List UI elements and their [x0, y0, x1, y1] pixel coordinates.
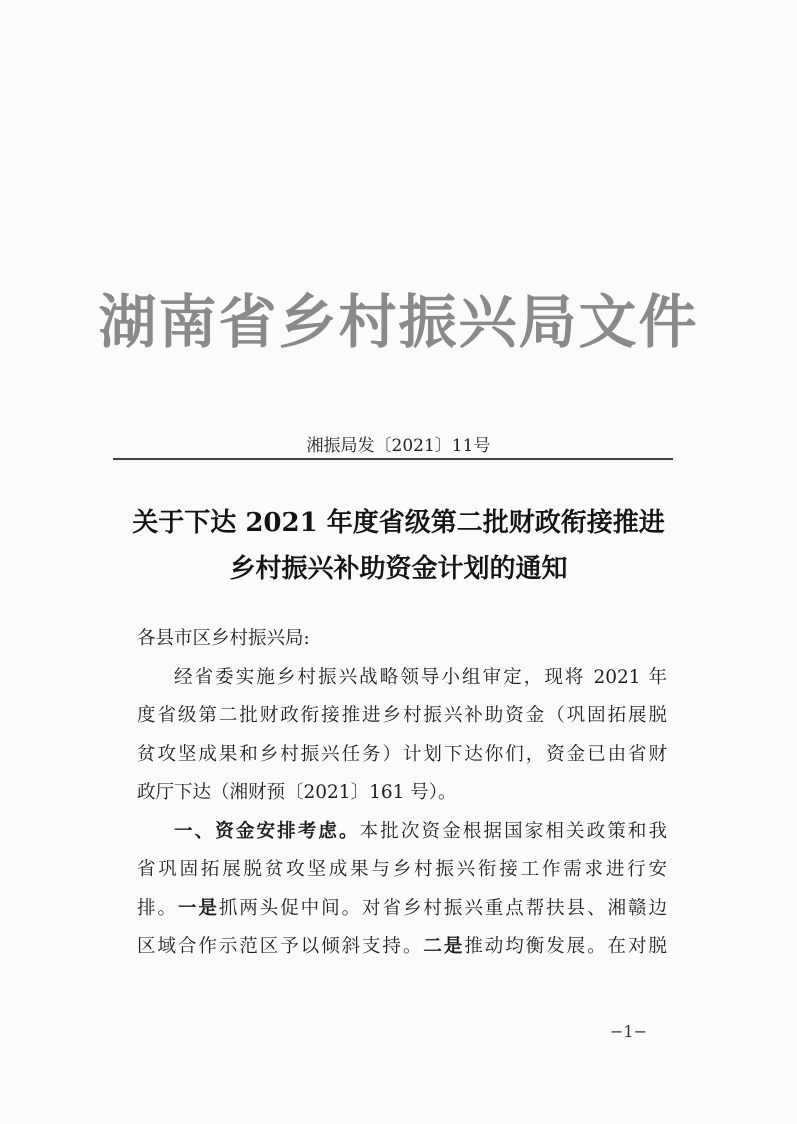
paragraph-2-line-4 [137, 928, 667, 967]
document-title [0, 500, 797, 592]
paragraph-2-line-1-text: 本批次资金根据国家相关政策和我 [359, 820, 667, 842]
masthead-divider [113, 458, 673, 460]
document-masthead: 湖南省乡村振兴局文件 [98, 288, 699, 356]
paragraph-1-line-3: 贫攻坚成果和乡村振兴任务）计划下达你们，资金已由省财 [137, 743, 667, 765]
paragraph-2-line-3-pre: 排。 [137, 897, 178, 919]
salutation: 各县市区乡村振兴局: [137, 628, 310, 649]
document-body [137, 620, 667, 967]
point-one-marker: 一是 [177, 897, 219, 919]
title-line-1: 关于下达 2021 年度省级第二批财政衔接推进 [132, 508, 665, 538]
document-number: 湘振局发〔2021〕11号 [306, 436, 491, 456]
page-number: −1− [610, 1022, 647, 1041]
paragraph-1-line-1: 经省委实施乡村振兴战略领导小组审定，现将 2021 年 [174, 666, 667, 688]
paragraph-1-line-2: 度省级第二批财政衔接推进乡村振兴补助资金（巩固拓展脱 [137, 705, 667, 726]
paragraph-2-line-3-text: 抓两头促中间。对省乡村振兴重点帮扶县、湘赣边 [218, 897, 667, 919]
section-heading: 一、资金安排考虑。 [174, 820, 360, 842]
paragraph-2-line-1 [137, 813, 667, 852]
paragraph-1-line-4: 政厅下达（湘财预〔2021〕161 号）。 [137, 782, 457, 803]
point-two-marker: 二是 [423, 936, 465, 957]
paragraph-2-line-2: 省巩固拓展脱贫攻坚成果与乡村振兴衔接工作需求进行安 [137, 859, 667, 880]
paragraph-2-line-3 [137, 890, 667, 929]
paragraph-2-line-4-pre: 区域合作示范区予以倾斜支持。 [137, 936, 424, 957]
title-line-2: 乡村振兴补助资金计划的通知 [229, 554, 568, 584]
paragraph-2-line-4-text: 推动均衡发展。在对脱 [464, 936, 667, 957]
